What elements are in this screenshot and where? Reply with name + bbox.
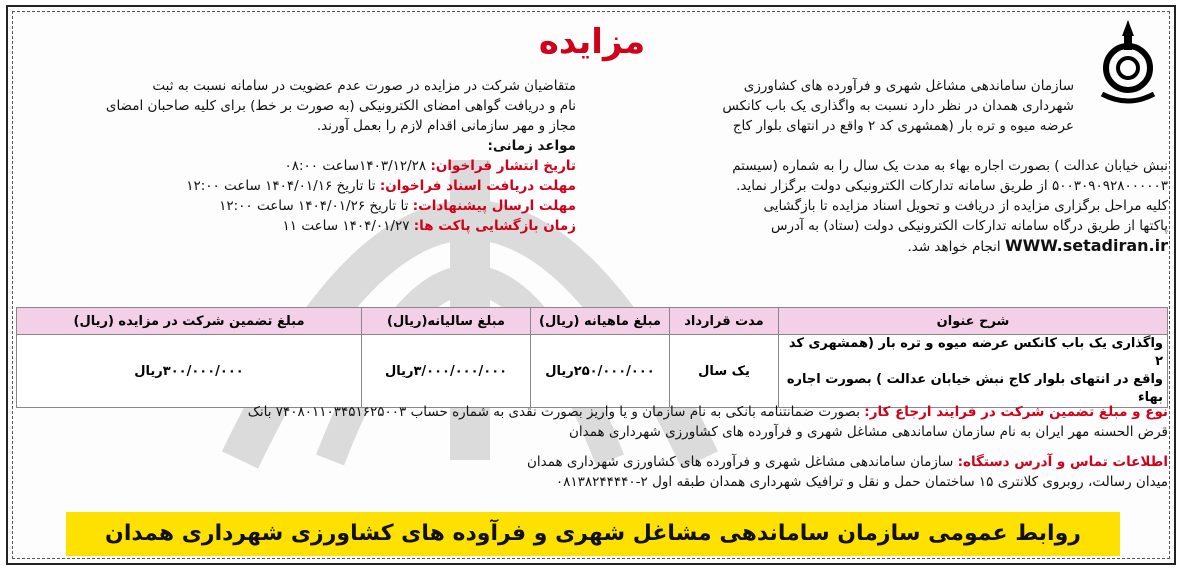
- schedule-heading: مواعد زمانی:: [487, 138, 576, 154]
- auction-table: [16, 307, 1168, 408]
- intro-line-8-text: انجام خواهد شد.: [907, 239, 1001, 255]
- intro-line-7: پاکتها از طریق درگاه سامانه تدارکات الکترونیکی دولت (ستاد) به آدرس: [771, 218, 1168, 234]
- guarantee-text-1: بصورت ضمانتنامه بانکی به نام سازمان و یا واریز بصورت نقدی به شماره حساب ۷۴۰۸۰۱۱۰۳۴۵۱۶۲۵۰۰۳ بانک: [247, 404, 860, 420]
- docs-label: مهلت دریافت اسناد فراخوان:: [379, 178, 576, 194]
- publish-label: تاریخ انتشار فراخوان:: [430, 158, 576, 174]
- bids-label: مهلت ارسال پیشنهادات:: [412, 198, 576, 214]
- cell-description-line-1: واگذاری یک باب کانکس عرضه میوه و تره بار (همشهری کد ۲: [788, 336, 1163, 369]
- contact-line-1: [18, 452, 1168, 472]
- url-link[interactable]: WWW.setadiran.ir: [1004, 236, 1168, 255]
- intro-line-5: ۵۰۰۳۰۹۰۹۲۸۰۰۰۰۰۳ از طریق سامانه تدارکات الکترونیکی دولت برگزار نماید.: [736, 178, 1168, 194]
- intro-line-2: شهرداری همدان در نظر دارد نسبت به واگذاری یک باب کانکس: [722, 98, 1074, 114]
- notice-line-1: متقاضیان شرکت در مزایده در صورت عدم عضویت در سامانه نسبت به ثبت: [152, 78, 576, 94]
- guarantee-line-2: قرض الحسنه مهر ایران به نام سازمان ساماندهی مشاغل شهری و فرآورده های کشاورزی شهرداری همدان: [569, 424, 1168, 440]
- schedule-bids: [16, 196, 576, 216]
- schedule-open: [16, 216, 576, 236]
- table-header-row: [17, 308, 1168, 335]
- table-row: [17, 335, 1168, 408]
- bids-value: تا تاریخ ۱۴۰۴/۰۱/۲۶ ساعت ۱۲:۰۰: [219, 198, 409, 214]
- open-value: ۱۴۰۴/۰۱/۲۷ ساعت ۱۱: [282, 218, 410, 234]
- open-label: زمان بازگشایی پاکت ها:: [413, 218, 576, 234]
- guarantee-line-1: [18, 402, 1168, 422]
- header-monthly: مبلغ ماهیانه (ریال): [531, 308, 670, 335]
- intro-line-1: سازمان ساماندهی مشاغل شهری و فرآورده های کشاورزی: [743, 78, 1074, 94]
- notice-line-2: نام و دریافت گواهی امضای الکترونیکی (به صورت بر خط) برای کلیه صاحبان امضای: [105, 98, 576, 114]
- publish-value: ۱۴۰۳/۱۲/۲۸ساعت ۰۸:۰۰: [284, 158, 427, 174]
- notice-and-schedule: [16, 76, 576, 236]
- cell-guarantee: ۳۰۰/۰۰۰/۰۰۰ریال: [17, 335, 362, 408]
- cell-monthly: ۲۵۰/۰۰۰/۰۰۰ریال: [531, 335, 670, 408]
- intro-line-3: عرضه میوه و تره بار (همشهری کد ۲ واقع در انتهای بلوار کاج: [732, 118, 1074, 134]
- intro-line-4: نبش خیابان عدالت ) بصورت اجاره بهاء به مدت یک سال را به شماره (سیستم: [732, 158, 1168, 174]
- contact-line-2: میدان رسالت، روبروی کلانتری ۱۵ ساختمان حمل و نقل و ترافیک شهرداری همدان طبقه اول ۲-۰۸۱۳۸۲۴۴۴۴۰: [555, 474, 1168, 490]
- guarantee-label: نوع و مبلغ تضمین شرکت در فرایند ارجاع کار:: [864, 404, 1168, 420]
- notice-line-3: مجاز و مهر سازمانی اقدام لازم را بعمل آورند.: [316, 118, 576, 134]
- intro-line-6: کلیه مراحل برگزاری مزایده از دریافت و تحویل اسناد مزایده تا بازگشایی: [763, 198, 1168, 214]
- header-duration: مدت قرارداد: [670, 308, 779, 335]
- guarantee-section: [18, 402, 1168, 442]
- header-yearly: مبلغ سالیانه(ریال): [362, 308, 531, 335]
- page-title: مزایده: [538, 22, 646, 62]
- header-description: شرح عنوان: [779, 308, 1168, 335]
- contact-text-1: سازمان ساماندهی مشاغل شهری و فرآورده های کشاورزی شهرداری همدان: [526, 454, 954, 470]
- cell-duration: یک سال: [670, 335, 779, 408]
- schedule-publish: [16, 156, 576, 176]
- cell-description: [779, 335, 1168, 408]
- cell-yearly: ۳/۰۰۰/۰۰۰/۰۰۰ریال: [362, 335, 531, 408]
- docs-value: تا تاریخ ۱۴۰۴/۰۱/۱۶ ساعت ۱۲:۰۰: [186, 178, 376, 194]
- contact-section: [18, 452, 1168, 492]
- intro-text-top: [604, 76, 1074, 136]
- intro-text-bottom: [604, 156, 1168, 257]
- contact-label: اطلاعات تماس و آدرس دستگاه:: [957, 454, 1168, 470]
- header-guarantee: مبلغ تضمین شرکت در مزایده (ریال): [17, 308, 362, 335]
- cell-description-line-2: واقع در انتهای بلوار کاج نبش خیابان عدالت ) بصورت اجاره بهاء: [786, 372, 1163, 405]
- intro-line-8: [604, 236, 1168, 257]
- schedule-docs: [16, 176, 576, 196]
- footer-banner: روابط عمومی سازمان ساماندهی مشاغل شهری و فرآوده های کشاورزی شهرداری همدان: [66, 512, 1120, 556]
